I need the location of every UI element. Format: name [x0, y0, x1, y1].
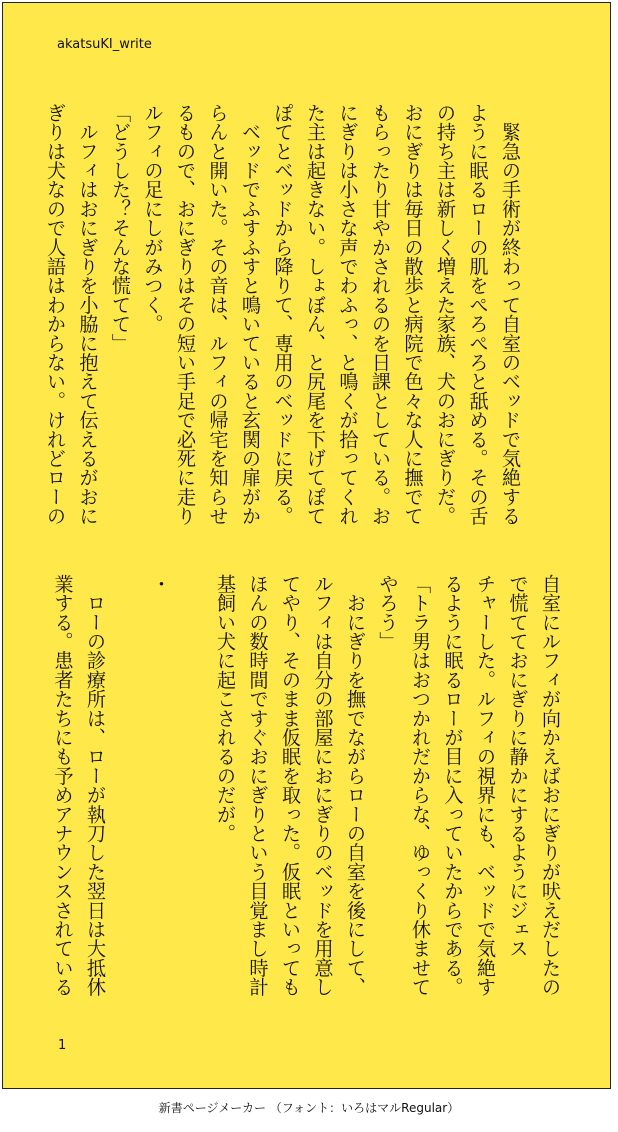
page-number: 1	[58, 1038, 67, 1053]
text-line: 「トラ男はおつかれだからな、ゆっくり休ませて	[409, 574, 432, 997]
text-line: やろう」	[376, 574, 400, 651]
text-line: おにぎりは毎日の散歩と病院で色々な人に撫でて	[401, 103, 425, 526]
text-line: 緊急の手術が終わって自室のベッドで気絶する	[499, 103, 522, 526]
text-line: ように眠るローの肌をぺろぺろと舐める。その舌	[466, 103, 490, 526]
text-line: ぽてとベッドから降りて、専用のベッドに戻る。	[271, 103, 295, 526]
text-line: るもので、おにぎりはその短い手足で必死に走り	[174, 103, 197, 526]
text-line: おにぎりを撫でながらローの自室を後にして、	[344, 574, 367, 997]
text-line: の持ち主は新しく増えた家族、犬のおにぎりだ。	[434, 103, 457, 526]
generator-caption: 新書ページメーカー （フォント：いろはマルRegular）	[158, 1101, 460, 1115]
text-line: チャーした。ルフィの視界にも、ベッドで気絶す	[474, 574, 497, 997]
text-line: もらったり甘やかされるのを日課としている。お	[369, 103, 392, 526]
text-line: た主は起きない。しょぼん、と尻尾を下げてぽて	[304, 103, 327, 526]
text-line: ぎりは犬なので人語はわからない。けれどローの	[44, 103, 67, 526]
text-line: ほんの数時間ですぐおにぎりという目覚まし時計	[246, 574, 270, 997]
text-line: 「どうした？そんな慌てて」	[109, 103, 132, 353]
text-line: ルフィは自分の部屋におにぎりのベッドを用意し	[311, 574, 335, 997]
text-line: 業する。患者たちにも予めアナウンスされている	[51, 574, 75, 997]
text-line: ローの診療所は、ローが執刀した翌日は大抵休	[84, 574, 107, 997]
text-line: ベッドでふすふすと鳴いていると玄関の扉がか	[239, 103, 262, 526]
scene-break-dot: ・	[149, 574, 172, 594]
text-line: にぎりは小さな声でわふっ、と鳴くが拾ってくれ	[336, 103, 360, 526]
text-block-lower	[46, 574, 566, 1006]
manuscript-page	[2, 2, 611, 1089]
text-line: 自室にルフィが向かえばおにぎりが吠えだしたの	[539, 574, 562, 997]
text-line: ルフィの足にしがみつく。	[141, 103, 165, 334]
blank-line	[176, 574, 209, 1006]
text-line: らんと開いた。その音は、ルフィの帰宅を知らせ	[206, 103, 230, 526]
author-handle: akatsuKI_write	[57, 37, 152, 52]
text-line: てやり、そのまま仮眠を取った。仮眠といっても	[279, 574, 302, 997]
blank-line	[111, 574, 144, 1006]
text-line: 基飼い犬に起こされるのだが。	[214, 574, 237, 843]
text-block-upper	[36, 103, 526, 535]
text-line: るように眠るローが目に入っていたからである。	[441, 574, 465, 997]
text-line: ルフィはおにぎりを小脇に抱えて伝えるがおに	[76, 103, 100, 526]
text-line: で慌てておにぎりに静かにするようにジェス	[506, 574, 530, 958]
